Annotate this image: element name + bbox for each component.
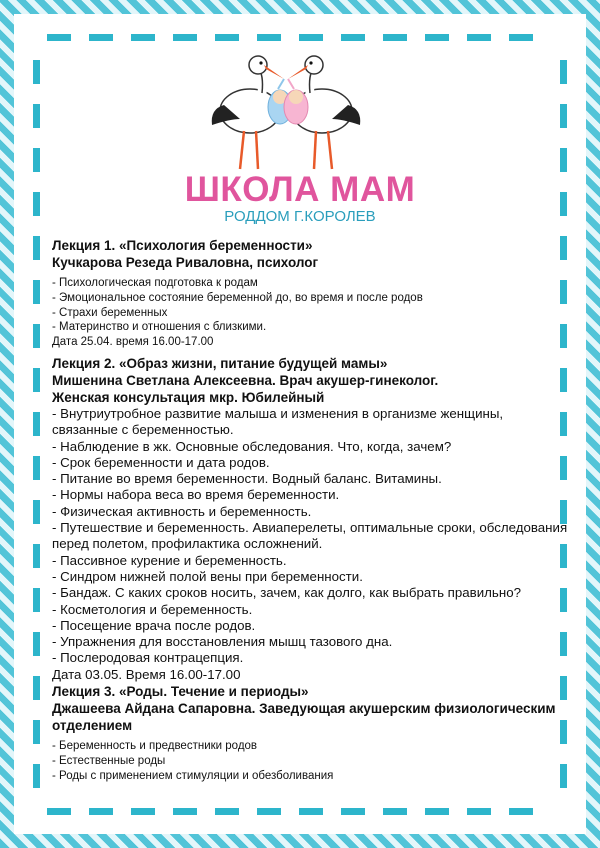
lecture-2-item: - Срок беременности и дата родов. [52,454,270,470]
frame-dash [299,34,323,41]
frame-dash [299,808,323,815]
lecture-2-item: - Упражнения для восстановления мышц тазового дна. [52,634,393,650]
lecture-2-item: - Внутриутробное развитие малыша и изменения в организме женщины, связанные с беременностью. [52,405,504,438]
frame-dash [383,808,407,815]
frame-dash [47,808,71,815]
lecture-2-item: - Питание во время беременности. Водный баланс. Витамины. [52,471,442,487]
lectures-content [52,237,572,783]
lecture-2-speaker: Мишенина Светлана Алексеевна. Врач акушер-гинеколог. [52,372,439,388]
lecture-1-speaker: Кучкарова Резеда Риваловна, психолог [52,255,319,270]
frame-dash [33,456,40,480]
frame-dash [560,60,567,84]
frame-dash [33,676,40,700]
frame-dash [33,280,40,304]
frame-dash [33,588,40,612]
frame-dash [215,808,239,815]
frame-dash [383,34,407,41]
frame-dash [33,500,40,524]
lecture-1-item: - Материнство и отношения с близкими. [52,321,267,334]
lecture-2-item: - Синдром нижней полой вены при беременности. [52,568,363,584]
frame-dash [341,808,365,815]
frame-dash [173,34,197,41]
frame-dash [33,720,40,744]
lecture-2-item: - Посещение врача после родов. [52,617,256,633]
lecture-3-item: - Естественные роды [52,754,166,767]
lecture-2 [52,355,572,683]
lecture-2-item: - Послеродовая контрацепция. [52,650,244,666]
lecture-3-heading: Лекция 3. «Роды. Течение и периоды» [52,684,309,700]
lecture-1-date: Дата 25.04. время 16.00-17.00 [52,336,214,349]
poster-title: ШКОЛА МАМ [184,170,416,209]
frame-dash [33,412,40,436]
frame-dash [425,34,449,41]
lecture-2-item: - Путешествие и беременность. Авиаперелеты, оптимальные сроки, обследования перед полетом, профилактика осложнений. [52,520,568,552]
frame-dash [341,34,365,41]
lecture-1-heading: Лекция 1. «Психология беременности» [52,238,313,253]
frame-dash [131,34,155,41]
frame-dash [467,808,491,815]
frame-dash [33,324,40,348]
frame-dash [215,34,239,41]
frame-dash [173,808,197,815]
lecture-3-item: - Беременность и предвестники родов [52,740,258,753]
frame-dash [89,34,113,41]
lecture-3-speaker: Джашеева Айдана Сапаровна. Заведующая акушерским физиологическим отделением [52,701,556,734]
lecture-2-item: - Бандаж. С каких сроков носить, зачем, как долго, как выбрать правильно? [52,585,521,601]
frame-dash [257,808,281,815]
lecture-1 [52,237,572,350]
lecture-3 [52,683,572,783]
lecture-1-item: - Эмоциональное состояние беременной до, во время и после родов [52,291,423,304]
frame-dash [560,148,567,172]
frame-dash [33,368,40,392]
frame-dash [425,808,449,815]
lecture-1-item: - Психологическая подготовка к родам [52,277,258,289]
poster-subtitle: РОДДОМ Г.КОРОЛЕВ [224,208,376,225]
storks-with-babies-icon [200,45,372,173]
lecture-2-date: Дата 03.05. Время 16.00-17.00 [52,666,241,682]
frame-dash [509,808,533,815]
lecture-1-item: - Страхи беременных [52,306,168,319]
frame-dash [131,808,155,815]
lecture-2-item: - Наблюдение в жк. Основные обследования. Что, когда, зачем? [52,438,452,454]
frame-dash [47,34,71,41]
lecture-2-heading: Лекция 2. «Образ жизни, питание будущей мамы» [52,355,388,371]
frame-dash [33,544,40,568]
lecture-2-item: - Пассивное курение и беременность. [52,552,287,568]
frame-dash [89,808,113,815]
lecture-3-item: - Роды с применением стимуляции и обезболивания [52,769,334,782]
frame-dash [467,34,491,41]
frame-dash [33,236,40,260]
lecture-2-place: Женская консультация мкр. Юбилейный [52,389,325,405]
lecture-2-item: - Косметология и беременность. [52,601,253,617]
frame-dash [33,764,40,788]
frame-dash [257,34,281,41]
frame-dash [33,104,40,128]
lecture-2-item: - Физическая активность и беременность. [52,503,312,519]
frame-dash [509,34,533,41]
frame-dash [33,60,40,84]
frame-dash [33,632,40,656]
lecture-2-item: - Нормы набора веса во время беременности. [52,487,340,503]
frame-dash [33,148,40,172]
frame-dash [560,104,567,128]
